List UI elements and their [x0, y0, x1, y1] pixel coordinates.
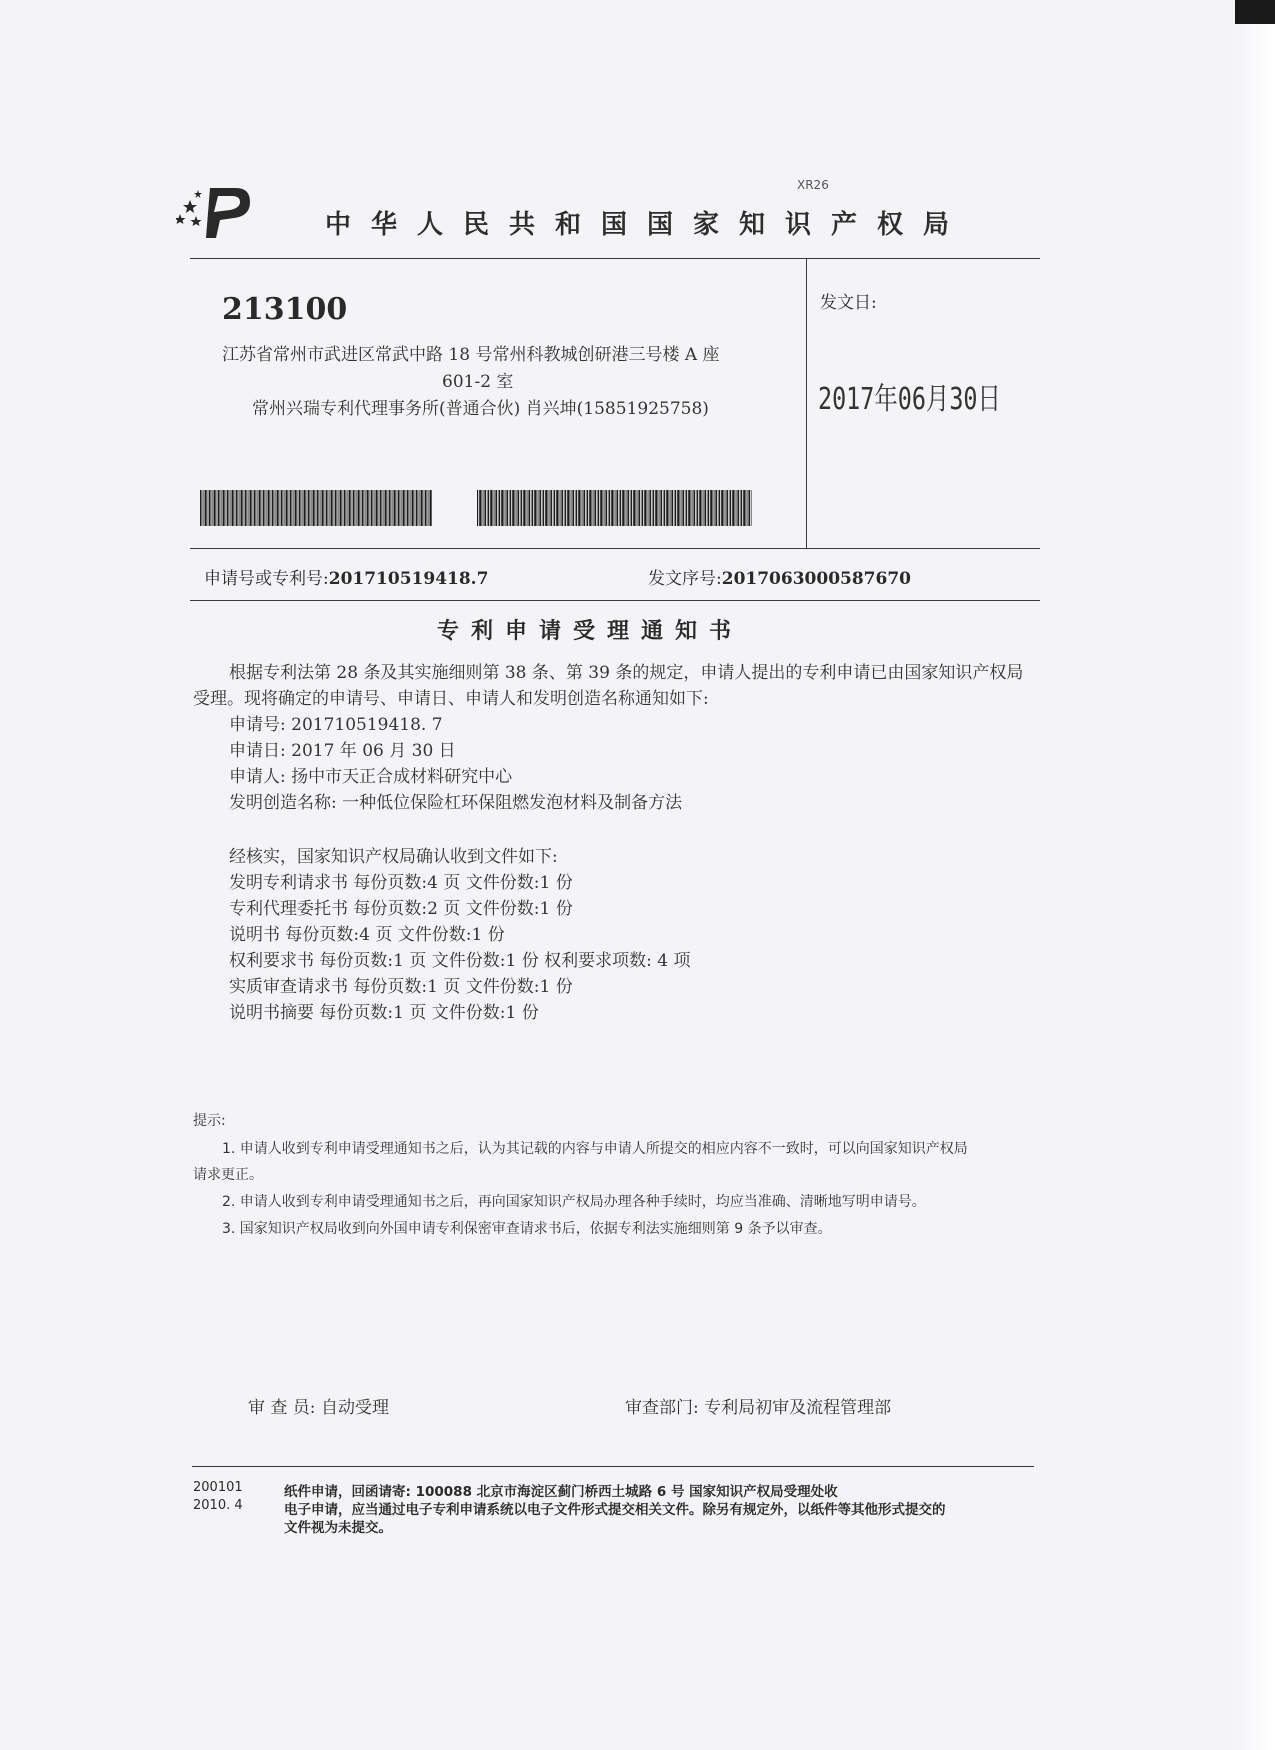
scan-corner-mark [1235, 0, 1275, 24]
tip-3: 3. 国家知识产权局收到向外国申请专利保密审查请求书后，依据专利法实施细则第 9 条予以审查。 [222, 1221, 832, 1237]
address-line-2: 601-2 室 [442, 372, 514, 392]
tips-heading: 提示: [193, 1113, 226, 1129]
document-item: 实质审查请求书 每份页数:1 页 文件份数:1 份 [229, 977, 573, 997]
issue-date-label: 发文日: [820, 293, 877, 313]
footer-line-3: 文件视为未提交。 [284, 1520, 392, 1536]
field-application-date: 申请日: 2017 年 06 月 30 日 [229, 741, 456, 761]
application-number-value: 201710519418.7 [328, 569, 489, 589]
tip-1-line-1: 1. 申请人收到专利申请受理通知书之后，认为其记载的内容与申请人所提交的相应内容不一致时，可以向国家知识产权局 [222, 1141, 968, 1157]
intro-line-2: 受理。现将确定的申请号、申请日、申请人和发明创造名称通知如下: [193, 689, 709, 709]
intro-line-1: 根据专利法第 28 条及其实施细则第 38 条、第 39 条的规定，申请人提出的专利申请已由国家知识产权局 [229, 663, 1024, 683]
barcode-right [477, 490, 752, 526]
application-number-label: 申请号或专利号: [204, 569, 329, 589]
footer-line-2: 电子申请，应当通过电子专利申请系统以电子文件形式提交相关文件。除另有规定外，以纸件等其他形式提交的 [284, 1502, 946, 1518]
document-item: 权利要求书 每份页数:1 页 文件份数:1 份 权利要求项数: 4 项 [229, 951, 691, 971]
header-rule-top [190, 258, 1040, 259]
document-item: 专利代理委托书 每份页数:2 页 文件份数:1 份 [229, 899, 573, 919]
postal-code: 213100 [222, 292, 348, 327]
application-number [204, 564, 488, 589]
received-intro: 经核实，国家知识产权局确认收到文件如下: [229, 847, 558, 867]
examining-department: 审查部门: 专利局初审及流程管理部 [625, 1398, 892, 1418]
header-divider-vertical [806, 258, 807, 548]
notice-title: 专利申请受理通知书 [437, 619, 744, 644]
field-application-number: 申请号: 201710519418. 7 [229, 715, 443, 735]
address-line-1: 江苏省常州市武进区常武中路 18 号常州科教城创研港三号楼 A 座 [222, 345, 720, 365]
header-rule-bottom [190, 600, 1040, 601]
header-rule-middle [190, 548, 1040, 549]
tip-1-line-2: 请求更正。 [193, 1167, 263, 1183]
agency-line: 常州兴瑞专利代理事务所(普通合伙) 肖兴坤(15851925758) [252, 399, 709, 419]
footer-line-1: 纸件申请，回函请寄: 100088 北京市海淀区蓟门桥西土城路 6 号 国家知识产权局受理处收 [284, 1484, 838, 1500]
document-item: 说明书 每份页数:4 页 文件份数:1 份 [229, 925, 505, 945]
document-item: 发明专利请求书 每份页数:4 页 文件份数:1 份 [229, 873, 573, 893]
serial-number-label: 发文序号: [648, 569, 722, 589]
field-invention-title: 发明创造名称: 一种低位保险杠环保阻燃发泡材料及制备方法 [229, 793, 683, 813]
examiner: 审 查 员: 自动受理 [248, 1398, 389, 1418]
cnipa-emblem-icon [176, 184, 252, 240]
serial-number-value: 2017063000587670 [721, 569, 911, 589]
footer-code-2: 2010. 4 [193, 1498, 243, 1513]
tip-2: 2. 申请人收到专利申请受理通知书之后，再向国家知识产权局办理各种手续时，均应当准确、清晰地写明申请号。 [222, 1194, 926, 1210]
office-name: 中华人民共和国国家知识产权局 [325, 210, 970, 240]
footer-rule [192, 1466, 1034, 1467]
issue-date-value: 2017年06月30日 [818, 382, 1001, 417]
document-item: 说明书摘要 每份页数:1 页 文件份数:1 份 [229, 1003, 539, 1023]
field-applicant: 申请人: 扬中市天正合成材料研究中心 [229, 767, 513, 787]
form-code: XR26 [797, 178, 829, 192]
scan-edge [1235, 0, 1275, 1750]
footer-code-1: 200101 [193, 1480, 243, 1495]
serial-number [648, 564, 911, 589]
barcode-left [200, 490, 432, 526]
